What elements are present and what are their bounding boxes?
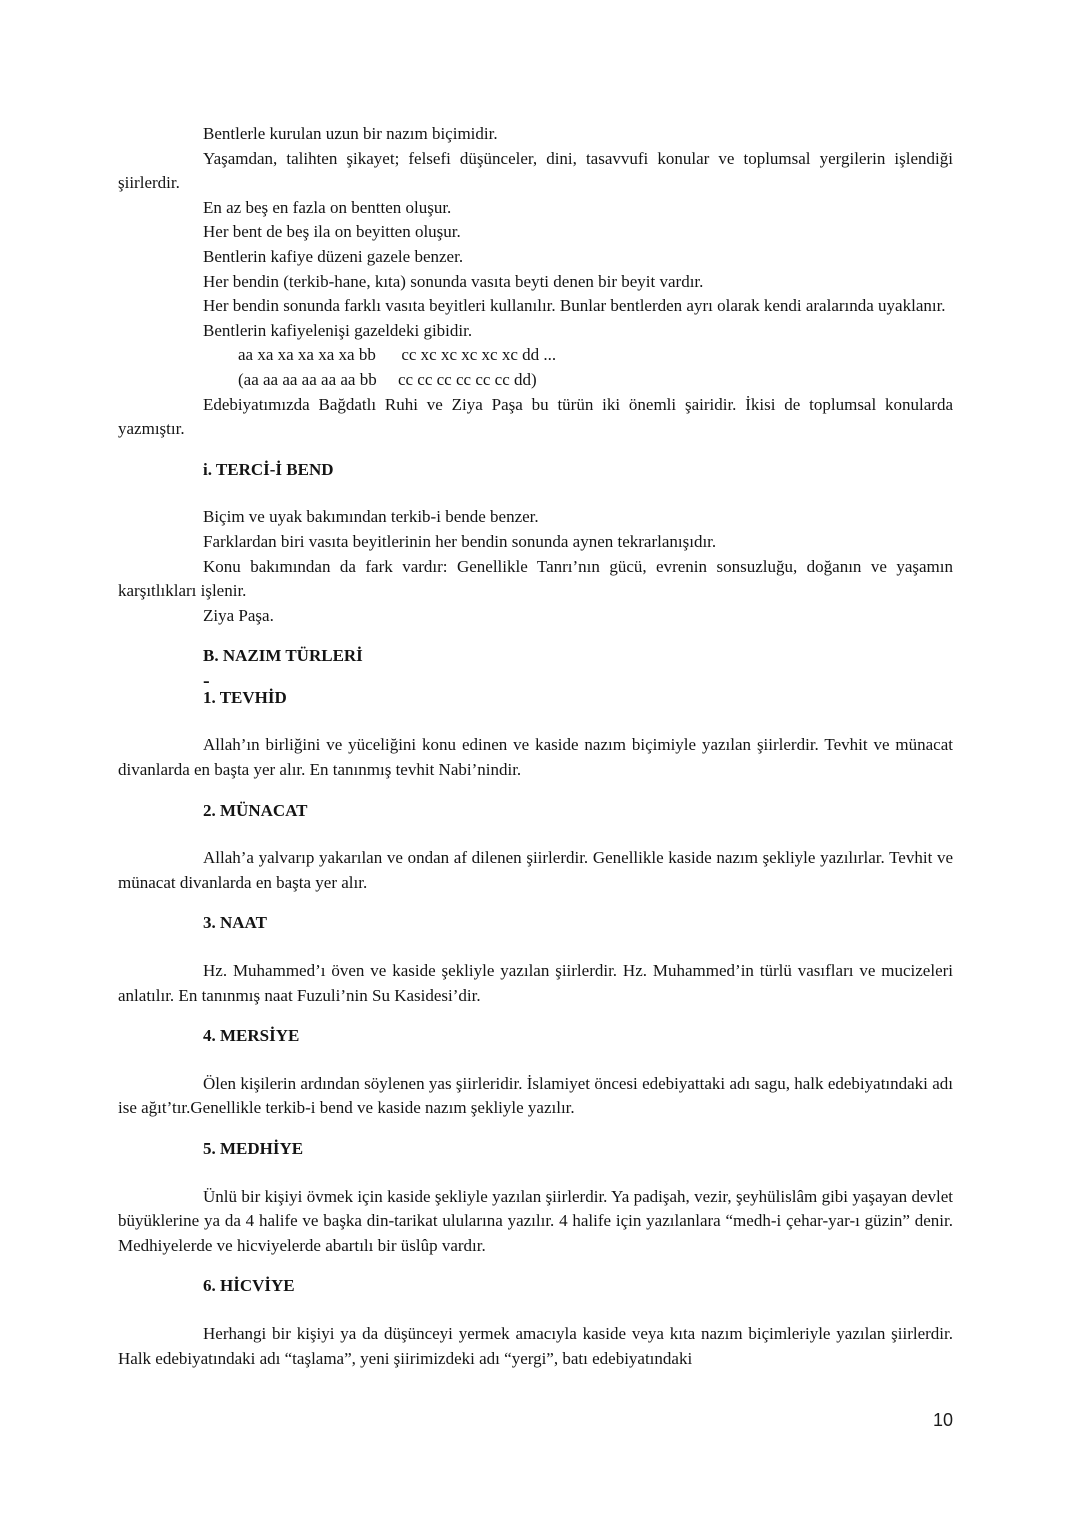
body-paragraph: Allah’ın birliğini ve yüceliğini konu edinen ve kaside nazım biçimiyle yazılan şiirlerdir. Tevhit ve münacat divanlarda en başta yer alır. En tanınmış tevhit Nabi’nindir. bbox=[118, 735, 953, 780]
body-paragraph: Edebiyatımızda Bağdatlı Ruhi ve Ziya Paşa bu türün iki önemli şairidir. İkisi de toplumsal konularda yazmıştır. bbox=[118, 394, 953, 439]
body-paragraph: Bentlerin kafiyelenişi gazeldeki gibidir. bbox=[203, 320, 473, 340]
body-paragraph: Biçim ve uyak bakımından terkib-i bende benzer. bbox=[203, 507, 539, 527]
body-paragraph: Hz. Muhammed’ı öven ve kaside şekliyle yazılan şiirlerdir. Hz. Muhammed’in türlü vasıfları ve mucizeleri anlatılır. En tanınmış naat Fuzuli’nin Su Kasidesi’dir. bbox=[118, 961, 953, 1005]
section-heading: 6. HİCVİYE bbox=[203, 1276, 295, 1296]
section-heading: 3. NAAT bbox=[203, 913, 267, 933]
body-paragraph: Her bendin sonunda farklı vasıta beyitleri kullanılır. Bunlar bentlerden ayrı olarak kendi aralarında uyaklanır. bbox=[203, 296, 946, 316]
body-paragraph: Bentlerin kafiye düzeni gazele benzer. bbox=[203, 246, 464, 266]
body-paragraph: Herhangi bir kişiyi ya da düşünceyi yermek amacıyla kaside veya kıta nazım biçimleriyle yazılan şiirlerdir. Halk edebiyatındaki adı “taşlama”, yeni şiirimizdeki adı “yergi”, batı edebiyatındaki bbox=[118, 1323, 953, 1368]
body-paragraph: Ünlü bir kişiyi övmek için kaside şekliyle yazılan şiirlerdir. Ya padişah, vezir, şeyhülislâm gibi yaşayan devlet büyüklerine ya da 4 halife ve başka din-tarikat ulularına yazılır. 4 halife için yazılanlara “medh-i çehar-yar-ı güzin” denir. Medhiyelerde ve hicviyelerde abartılı bir üslûp vardır. bbox=[118, 1186, 953, 1255]
body-paragraph: Bentlerle kurulan uzun bir nazım biçimidir. bbox=[203, 124, 498, 143]
section-heading: B. NAZIM TÜRLERİ bbox=[203, 646, 363, 666]
body-paragraph: Yaşamdan, talihten şikayet; felsefi düşünceler, dini, tasavvufi konular ve toplumsal yergilerin işlendiği şiirlerdir. bbox=[118, 148, 953, 193]
section-heading: 4. MERSİYE bbox=[203, 1026, 300, 1046]
page-number: 10 bbox=[932, 1410, 953, 1430]
rhyme-scheme-line: (aa aa aa aa aa aa bb cc cc cc cc cc cc dd) bbox=[238, 369, 537, 389]
rhyme-scheme-line: aa xa xa xa xa xa bb cc xc xc xc xc xc dd ... bbox=[238, 345, 557, 365]
section-heading: 2. MÜNACAT bbox=[203, 800, 308, 820]
body-paragraph: Ziya Paşa. bbox=[203, 605, 274, 625]
stray-dash: - bbox=[203, 669, 210, 692]
body-paragraph: Farklardan biri vasıta beyitlerinin her bendin sonunda aynen tekrarlanışıdır. bbox=[203, 531, 717, 551]
section-heading: 5. MEDHİYE bbox=[203, 1139, 304, 1158]
body-paragraph: Her bent de beş ila on beyitten oluşur. bbox=[203, 222, 461, 242]
body-paragraph: Ölen kişilerin ardından söylenen yas şiirleridir. İslamiyet öncesi edebiyattaki adı sagu, halk edebiyatındaki adı ise ağıt’tır.Genellikle terkib-i bend ve kaside nazım şekliyle yazılır. bbox=[118, 1073, 953, 1118]
body-paragraph: Konu bakımından da fark vardır: Genellikle Tanrı’nın gücü, evrenin sonsuzluğu, doğanın ve yaşamın karşıtlıkları işlenir. bbox=[118, 556, 953, 601]
body-paragraph: En az beş en fazla on bentten oluşur. bbox=[203, 197, 452, 217]
body-paragraph: Her bendin (terkib-hane, kıta) sonunda vasıta beyti denen bir beyit vardır. bbox=[203, 271, 704, 291]
section-heading: 1. TEVHİD bbox=[203, 687, 287, 707]
section-heading: i. TERCİ-İ BEND bbox=[203, 459, 334, 479]
body-paragraph: Allah’a yalvarıp yakarılan ve ondan af dilenen şiirlerdir. Genellikle kaside nazım şekliyle yazılırlar. Tevhit ve münacat divanlarda en başta yer alır. bbox=[118, 848, 953, 892]
